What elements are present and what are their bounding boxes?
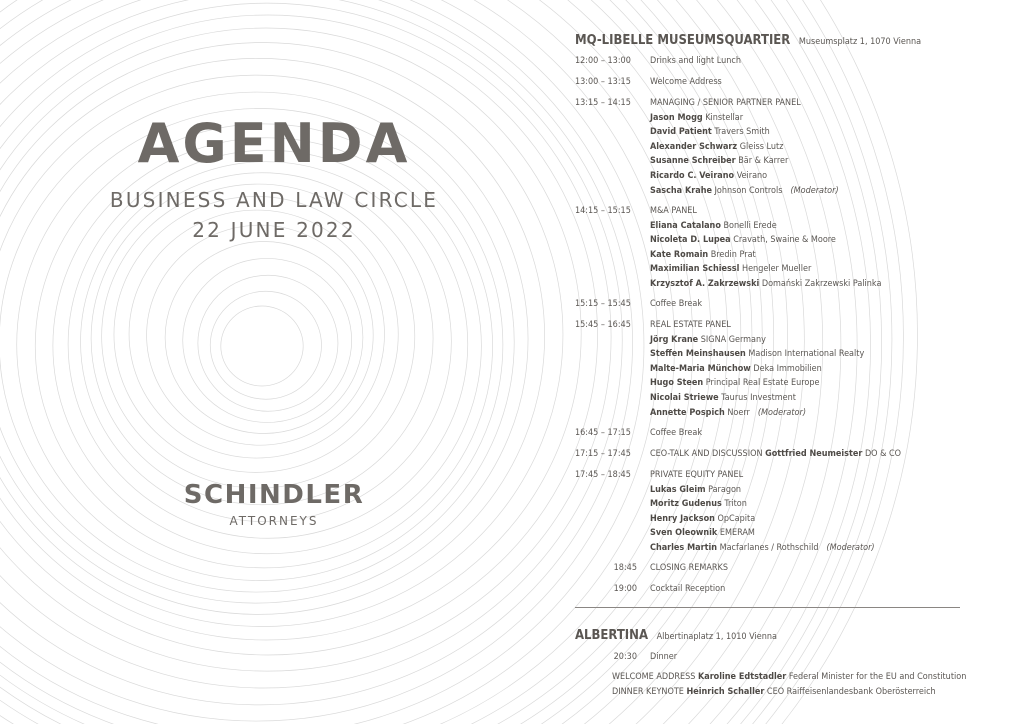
panelist-org: Noerr xyxy=(727,407,750,418)
panelist-name: David Patient xyxy=(650,127,712,138)
panelist xyxy=(650,169,839,184)
keynote-label: DINNER KEYNOTE xyxy=(612,686,684,697)
keynote-name: Heinrich Schaller xyxy=(686,686,765,697)
venue-name: MQ-LIBELLE MUSEUMSQUARTIER xyxy=(575,33,791,48)
panelist xyxy=(650,391,864,406)
keynote-role: CEO Raiffeisenlandesbank Oberösterreich xyxy=(766,686,936,697)
panelist xyxy=(650,262,881,277)
panelist-org: Domański Zakrzewski Palinka xyxy=(761,278,882,289)
venue-name: ALBERTINA xyxy=(575,628,648,643)
item-time: 18:45 xyxy=(613,563,637,573)
panelist xyxy=(650,333,864,348)
panelist-name: Sven Oleownik xyxy=(650,528,718,539)
item-time: 14:15 – 15:15 xyxy=(575,206,631,216)
item-title-text: Cocktail Reception xyxy=(650,584,726,594)
panelist xyxy=(650,526,875,541)
panelist-org: Triton xyxy=(724,499,747,510)
panelist-name: Moritz Gudenus xyxy=(650,499,722,510)
item-title xyxy=(650,561,728,576)
panelist-name: Nicolai Striewe xyxy=(650,392,719,403)
panelist xyxy=(650,248,881,263)
panelist-name: Susanne Schreiber xyxy=(650,156,736,167)
panelist-org: Kinstellar xyxy=(705,112,744,123)
item-title xyxy=(650,318,864,333)
item-title xyxy=(650,468,875,483)
item-title-text: MANAGING / SENIOR PARTNER PANEL xyxy=(650,98,801,108)
firm-logo-sub: ATTORNEYS xyxy=(229,514,319,528)
item-time: 20:30 xyxy=(613,652,637,662)
item-title xyxy=(650,426,702,441)
item-time: 16:45 – 17:15 xyxy=(575,428,631,438)
divider xyxy=(575,607,960,608)
agenda-title: AGENDA xyxy=(137,112,411,175)
item-title-text: Coffee Break xyxy=(650,428,703,438)
event-date: 22 JUNE 2022 xyxy=(192,218,356,242)
panelist xyxy=(650,140,839,155)
panelist xyxy=(650,347,864,362)
panelist-org: Travers Smith xyxy=(714,127,770,138)
panelist-org: Bredin Prat xyxy=(710,249,756,260)
panelist-name: Lukas Gleim xyxy=(650,484,706,495)
panelist xyxy=(650,541,875,556)
panelist xyxy=(650,483,875,498)
item-title xyxy=(650,297,702,312)
item-title-text: CEO-TALK AND DISCUSSION xyxy=(650,449,763,459)
item-time: 17:45 – 18:45 xyxy=(575,470,631,480)
panelist xyxy=(650,406,864,421)
panelist-name: Henry Jackson xyxy=(650,513,715,524)
panelist-org: Deka Immobilien xyxy=(753,363,822,374)
panelist-org: Taurus Investment xyxy=(721,392,796,403)
panelist-name: Hugo Steen xyxy=(650,378,704,389)
panelist xyxy=(650,362,864,377)
panelist xyxy=(650,184,839,199)
item-time: 13:15 – 14:15 xyxy=(575,98,631,108)
panelist-org: SIGNA Germany xyxy=(700,334,766,345)
panelist-name: Jason Mogg xyxy=(650,112,703,123)
venue-heading xyxy=(575,29,921,48)
panelist-org: Principal Real Estate Europe xyxy=(705,378,820,389)
panelist-org: Bonelli Erede xyxy=(723,220,777,231)
panelist-name: Nicoleta D. Lupea xyxy=(650,235,731,246)
panelist xyxy=(650,376,864,391)
panelist-name: Krzysztof A. Zakrzewski xyxy=(650,278,760,289)
panelist-org: Madison International Realty xyxy=(748,349,865,360)
panelist-org: Macfarlanes / Rothschild xyxy=(719,542,819,553)
venue-heading-2 xyxy=(575,624,777,643)
panelist-name: Eliana Catalano xyxy=(650,220,721,231)
panelist-org: Cravath, Swaine & Moore xyxy=(733,235,836,246)
panelist xyxy=(650,233,881,248)
panelist-org: Veirano xyxy=(736,170,768,181)
panelist xyxy=(650,277,881,292)
panelist-org: Paragon xyxy=(708,484,742,495)
item-title-text: M&A PANEL xyxy=(650,206,697,216)
panelist-org: Johnson Controls xyxy=(714,185,783,196)
speaker-name: Gottfried Neumeister xyxy=(765,449,863,459)
item-title xyxy=(650,75,722,90)
welcome-label: WELCOME ADDRESS xyxy=(612,672,696,682)
item-title-text: CLOSING REMARKS xyxy=(650,563,728,573)
panelist-org: OpCapita xyxy=(717,513,756,524)
item-time: 13:00 – 13:15 xyxy=(575,77,631,87)
item-title-text: PRIVATE EQUITY PANEL xyxy=(650,470,744,480)
panelist-name: Maximilian Schiessl xyxy=(650,264,740,275)
moderator-note: (Moderator) xyxy=(757,407,806,418)
moderator-note: (Moderator) xyxy=(790,185,839,196)
item-title-text: Welcome Address xyxy=(650,77,722,87)
firm-logo-name: SCHINDLER xyxy=(183,480,365,510)
panelist xyxy=(650,125,839,140)
panelist xyxy=(650,111,839,126)
item-time: 17:15 – 17:45 xyxy=(575,449,631,459)
item-title-text: REAL ESTATE PANEL xyxy=(650,320,731,330)
panelist-org: EMERAM xyxy=(719,528,755,539)
item-title-text: Drinks and light Lunch xyxy=(650,56,741,66)
item-title-text: Coffee Break xyxy=(650,299,703,309)
panelist xyxy=(650,154,839,169)
panelist-name: Jörg Krane xyxy=(650,334,699,345)
item-title: Dinner xyxy=(650,652,678,662)
panelist xyxy=(650,219,881,234)
panelist xyxy=(650,512,875,527)
item-time: 19:00 xyxy=(613,584,637,594)
panelist xyxy=(650,497,875,512)
panelist-name: Ricardo C. Veirano xyxy=(650,170,735,181)
venue-address: Museumsplatz 1, 1070 Vienna xyxy=(798,37,922,47)
item-title xyxy=(650,582,725,597)
panelist-name: Malte-Maria Münchow xyxy=(650,363,751,374)
dinner-notes xyxy=(612,670,966,699)
event-name: BUSINESS AND LAW CIRCLE xyxy=(109,188,439,212)
panelist-name: Steffen Meinshausen xyxy=(650,349,746,360)
venue-address: Albertinaplatz 1, 1010 Vienna xyxy=(656,632,777,642)
panelist-name: Sascha Krahe xyxy=(650,185,712,196)
item-time: 15:45 – 16:45 xyxy=(575,320,631,330)
moderator-note: (Moderator) xyxy=(826,542,875,553)
panelist-name: Charles Martin xyxy=(650,542,717,553)
speaker-org: DO & CO xyxy=(864,449,902,459)
item-title xyxy=(650,204,881,219)
panelist-org: Hengeler Mueller xyxy=(741,264,812,275)
item-title xyxy=(650,447,901,462)
welcome-name: Karoline Edtstadler xyxy=(697,672,787,682)
panelist-org: Bär & Karrer xyxy=(738,156,789,167)
item-time: 15:15 – 15:45 xyxy=(575,299,631,309)
item-title xyxy=(650,54,741,69)
item-title xyxy=(650,96,839,111)
welcome-role: Federal Minister for the EU and Constitution xyxy=(788,672,967,682)
item-time: 12:00 – 13:00 xyxy=(575,56,631,66)
panelist-name: Annette Pospich xyxy=(650,407,725,418)
panelist-name: Kate Romain xyxy=(650,249,709,260)
panelist-org: Gleiss Lutz xyxy=(739,141,784,152)
panelist-name: Alexander Schwarz xyxy=(650,141,738,152)
